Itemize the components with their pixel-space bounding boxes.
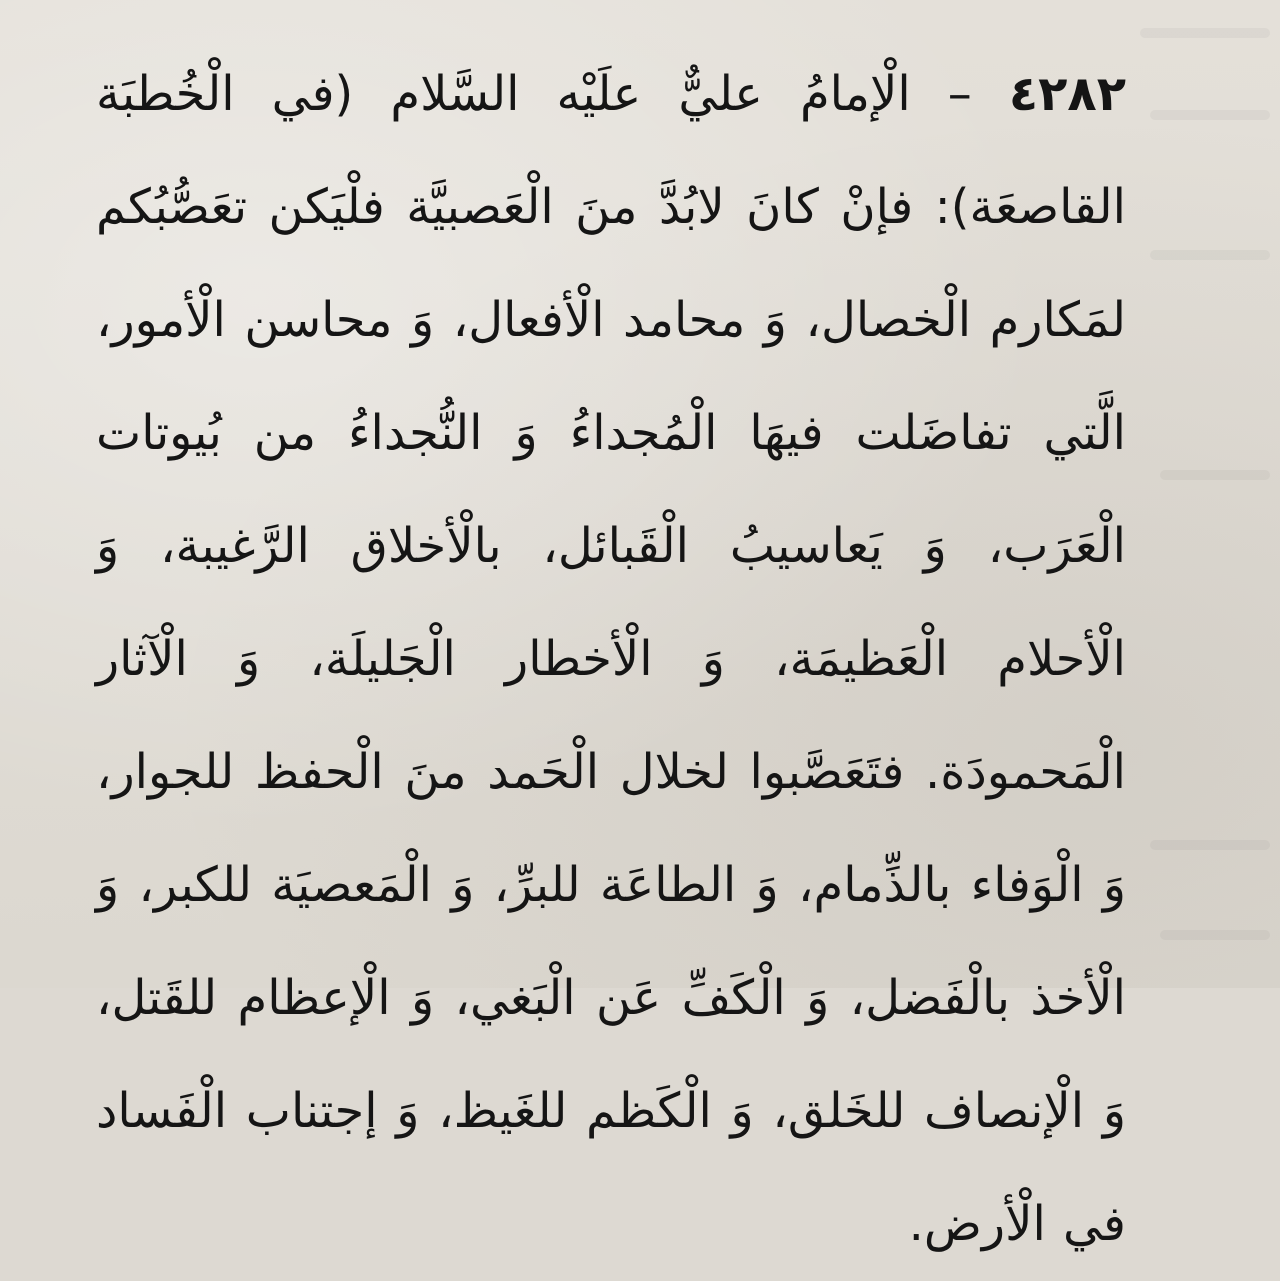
source-reference: (في الْخُطبَة القاصعَة) [96, 66, 1126, 235]
bleed-through-line [1140, 28, 1270, 38]
bleed-through-line [1150, 840, 1270, 850]
hadith-number: ٤٢٨٢ [1008, 66, 1126, 122]
hadith-paragraph [96, 38, 1126, 1281]
bleed-through-line [1150, 110, 1270, 120]
bleed-through-line [1160, 930, 1270, 940]
bleed-through-line [1160, 470, 1270, 480]
number-separator: – [910, 66, 1009, 122]
narrator: الْإمامُ عليٌّ علَيْه السَّلام [390, 66, 911, 122]
bleed-through-line [1150, 250, 1270, 260]
hadith-text: : فإنْ كانَ لابُدَّ منَ الْعَصبيَّة فلْيَكن تعَصُّبُكم لمَكارم الْخصال، وَ محامد الْأفعال، وَ محاسن الْأمور، الَّتي تفاضَلت فيهَا الْمُجداءُ وَ النُّجداءُ من بُيوتات الْعَرَب، وَ يَعاسيبُ الْقَبائل، بالْأخلاق الرَّغيبة، وَ الْأحلام الْعَظيمَة، وَ الْأخطار الْجَليلَة، وَ الْآثار الْمَحمودَة. فتَعَصَّبوا لخلال الْحَمد منَ الْحفظ للجوار، وَ الْوَفاء بالذِّمام، وَ الطاعَة للبرِّ، وَ الْمَعصيَة للكبر، وَ الْأخذ بالْفَضل، وَ الْكَفِّ عَن الْبَغي، وَ الْإعظام للقَتل، وَ الْإنصاف للخَلق، وَ الْكَظم للغَيظ، وَ إجتناب الْفَساد في الْأرض. [96, 179, 1126, 1252]
